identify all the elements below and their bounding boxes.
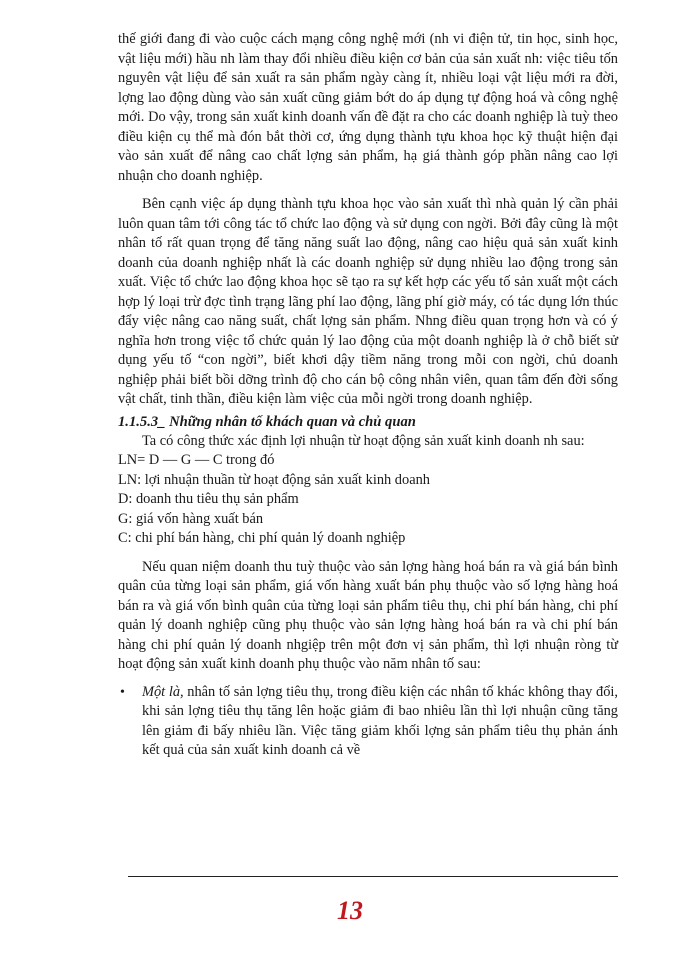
paragraph-five-factors: Nếu quan niệm doanh thu tuỳ thuộc vào sản lợng hàng hoá bán ra và giá bán bình quân của từng loại sản phẩm, giá vốn hàng xuất bán phụ thuộc vào số lợng hàng hoá bán ra và giá vốn bình quân của từng loại sản phẩm tiêu thụ, chi phí bán hàng, chi phí quản lý doanh nghiệp cũng phụ thuộc vào sản lợng hàng hoá bán ra và chi phí bán hàng chi phí quản lý doanh nhgiệp trên một đơn vị sản phẩm, thì lợi nhuận ròng từ hoạt động sản xuất kinh doanh phụ thuộc vào năm nhân tố sau: bbox=[118, 558, 618, 672]
page-number: 13 bbox=[337, 896, 363, 925]
footer-divider bbox=[128, 876, 618, 877]
paragraph-intro: thế giới đang đi vào cuộc cách mạng công nghệ mới (nh vi điện tử, tin học, sinh học, vật liệu mới) hầu nh làm thay đổi nhiều điều kiện cơ bản của sản xuất nh: việc tiêu tốn nguyên vật liệu để sản xuất ra sản phẩm ngày càng ít, nhiều loại vật liệu mới ra đời, lợng lao động dùng vào sản xuất cũng giảm bớt do áp dụng tự động hoá và công nghệ mới. Do vậy, trong sản xuất kinh doanh vấn đề đặt ra cho các doanh nghiệp là tuỳ theo điều kiện cụ thể mà đón bắt thời cơ, ứng dụng thành tựu khoa học kỹ thuật hiện đại vào sản xuất để nâng cao chất lợng sản phẩm, hạ giá thành góp phần nâng cao lợi nhuận cho doanh nghiệp. bbox=[118, 31, 618, 184]
paragraph-formula-intro: Ta có công thức xác định lợi nhuận từ hoạt động sản xuất kinh doanh nh sau: bbox=[142, 432, 585, 449]
bullet-text bbox=[142, 683, 618, 761]
definition-g: G: giá vốn hàng xuất bán bbox=[118, 510, 264, 527]
paragraph-labor-organization: Bên cạnh việc áp dụng thành tựu khoa học vào sản xuất thì nhà quản lý cần phải luôn quan tâm tới công tác tổ chức lao động và sử dụng con ngời. Bởi đây cũng là một nhân tố rất quan trọng để tăng năng suất lao động, nâng cao hiệu quả sản xuất kinh doanh của doanh nghiệp nhất là các doanh nghiệp sử dụng nhiều lao động trong sản xuất. Việc tổ chức lao động khoa học sẽ tạo ra sự kết hợp các yếu tố sản xuất một cách hợp lý loại trừ đợc tình trạng lãng phí lao động, lãng phí giờ máy, có tác dụng lớn thúc đẩy việc nâng cao năng suất, chất lợng sản phẩm. Nhng điều quan trọng hơn và có ý nghĩa hơn trong việc tổ chức quản lý lao động của một doanh nghiệp là ở chỗ biết sử dụng yếu tố “con ngời”, biết khơi dậy tiềm năng trong mỗi con ngời, chủ doanh nghiệp phải biết bồi dỡng trình độ cho cán bộ công nhân viên, quan tâm đến đời sống vật chất, tinh thần, điều kiện làm việc của mỗi ngời trong doanh nghiệp. bbox=[118, 196, 618, 407]
bullet-item-first-factor bbox=[118, 683, 618, 761]
definition-ln: LN: lợi nhuận thuần từ hoạt động sản xuất kinh doanh bbox=[118, 471, 430, 488]
definition-d: D: doanh thu tiêu thụ sản phẩm bbox=[118, 491, 299, 507]
document-body bbox=[118, 30, 618, 761]
bullet-body: nhân tố sản lợng tiêu thụ, trong điều kiện các nhân tố khác không thay đổi, khi sản lợng tiêu thụ tăng lên hoặc giảm đi bao nhiêu lần thì lợi nhuận cũng tăng lên giảm đi bấy nhiêu lần. Việc tăng giảm khối lợng sản phẩm tiêu thụ phản ánh kết quả của sản xuất kinh doanh cả về bbox=[142, 683, 618, 758]
section-heading: 1.1.5.3_ Những nhân tố khách quan và chủ quan bbox=[118, 413, 416, 430]
definition-c: C: chi phí bán hàng, chi phí quản lý doanh nghiệp bbox=[118, 530, 406, 546]
bullet-icon: • bbox=[120, 684, 125, 700]
bullet-lead: Một là, bbox=[142, 683, 184, 700]
formula-line: LN= D — G — C trong đó bbox=[118, 452, 275, 468]
